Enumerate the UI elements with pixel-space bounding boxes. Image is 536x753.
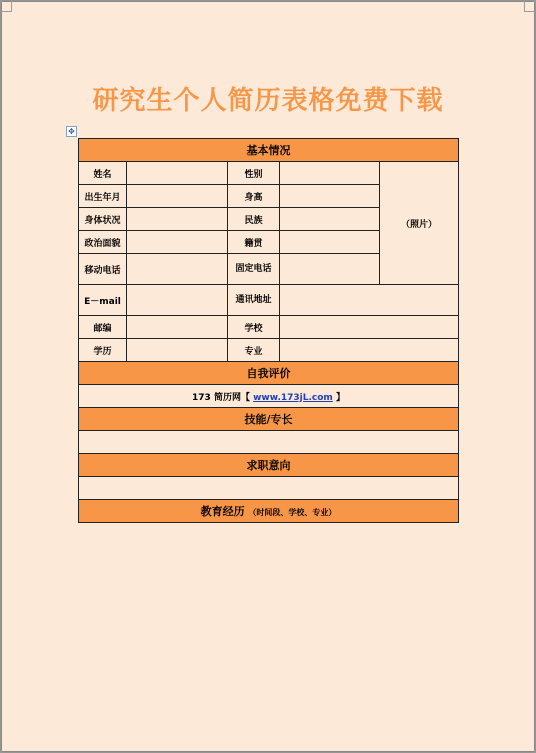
label-address: 通讯地址 [228, 285, 280, 316]
table-move-handle-icon[interactable]: ✥ [66, 126, 77, 137]
website-link[interactable]: www.173jL.com [253, 392, 333, 403]
label-mobile: 移动电话 [79, 254, 127, 285]
section-skills: 技能/专长 [79, 408, 459, 431]
page-corner-mark [524, 1, 535, 12]
field-school[interactable] [280, 316, 459, 339]
section-education [79, 500, 459, 523]
education-note: （时间段、学校、专业） [248, 508, 337, 517]
label-ethnicity: 民族 [228, 208, 280, 231]
field-politics[interactable] [127, 231, 228, 254]
page-title: 研究生个人简历表格免费下载 [92, 86, 444, 116]
self-eval-suffix: 】 [335, 392, 345, 403]
label-zip: 邮编 [79, 316, 127, 339]
self-evaluation-content[interactable] [79, 385, 459, 408]
education-title: 教育经历 [200, 505, 245, 518]
label-name: 姓名 [79, 162, 127, 185]
label-major: 专业 [228, 339, 280, 362]
field-name[interactable] [127, 162, 228, 185]
label-degree: 学历 [79, 339, 127, 362]
field-gender[interactable] [280, 162, 380, 185]
field-birth[interactable] [127, 185, 228, 208]
label-height: 身高 [228, 185, 280, 208]
section-basic-info: 基本情况 [79, 139, 459, 162]
field-native[interactable] [280, 231, 380, 254]
field-email[interactable] [127, 285, 228, 316]
label-gender: 性别 [228, 162, 280, 185]
label-native: 籍贯 [228, 231, 280, 254]
field-mobile[interactable] [127, 254, 228, 285]
label-politics: 政治面貌 [79, 231, 127, 254]
label-birth: 出生年月 [79, 185, 127, 208]
photo-cell[interactable]: （照片） [380, 162, 459, 285]
self-eval-prefix: 173 简历网【 [192, 392, 250, 403]
resume-table [78, 138, 459, 523]
field-height[interactable] [280, 185, 380, 208]
field-landline[interactable] [280, 254, 380, 285]
page-corner-mark [1, 1, 12, 12]
section-job-intent: 求职意向 [79, 454, 459, 477]
label-landline: 固定电话 [228, 254, 280, 285]
field-health[interactable] [127, 208, 228, 231]
skills-content[interactable] [79, 431, 459, 454]
label-school: 学校 [228, 316, 280, 339]
field-address[interactable] [280, 285, 459, 316]
section-self-evaluation: 自我评价 [79, 362, 459, 385]
field-zip[interactable] [127, 316, 228, 339]
field-ethnicity[interactable] [280, 208, 380, 231]
label-email: E－mail [79, 285, 127, 316]
field-major[interactable] [280, 339, 459, 362]
job-intent-content[interactable] [79, 477, 459, 500]
field-degree[interactable] [127, 339, 228, 362]
label-health: 身体状况 [79, 208, 127, 231]
